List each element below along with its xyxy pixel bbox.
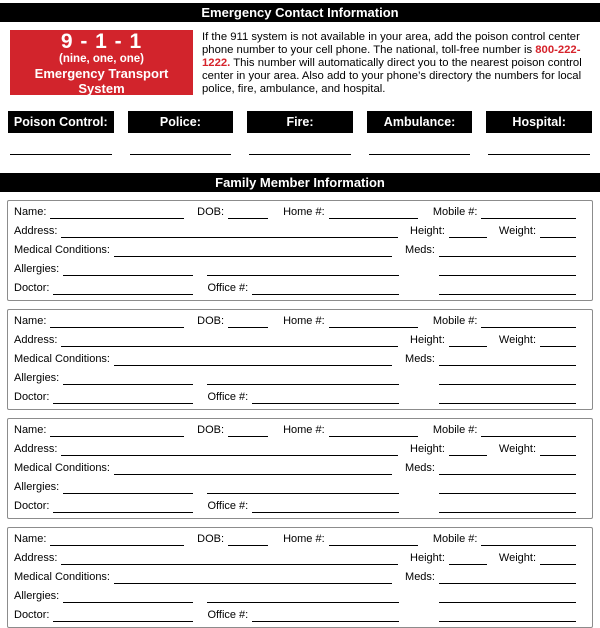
allergies-field-line[interactable]	[63, 260, 193, 276]
mobile-phone-field-line[interactable]	[481, 421, 576, 437]
name-label: Name:	[14, 206, 47, 218]
medical-conditions-label: Medical Conditions:	[14, 462, 110, 474]
dob-label: DOB:	[197, 315, 225, 327]
weight-field-line[interactable]	[540, 331, 576, 347]
doctor-label: Doctor:	[14, 609, 50, 621]
ambulance-number-line[interactable]	[369, 154, 471, 155]
contact-column-police	[128, 111, 234, 155]
weight-field-line[interactable]	[540, 549, 576, 565]
member-row-doctor	[14, 388, 576, 407]
name-field-line[interactable]	[50, 312, 184, 328]
doctor-field-line[interactable]	[53, 388, 193, 404]
contact-column-fire	[247, 111, 353, 155]
meds-continued-line-1[interactable]	[439, 369, 576, 385]
mobile-phone-field-line[interactable]	[481, 312, 576, 328]
poison-control-phone-number: 800-222-1222.	[202, 44, 581, 69]
member-row-medical	[14, 350, 576, 369]
allergies-field-line[interactable]	[63, 369, 193, 385]
height-field-line[interactable]	[449, 222, 487, 238]
member-row-address	[14, 331, 576, 350]
allergies-continued-line[interactable]	[207, 260, 399, 276]
meds-field-line[interactable]	[439, 350, 576, 366]
meds-field-line[interactable]	[439, 568, 576, 584]
meds-continued-line-2[interactable]	[439, 497, 576, 513]
home-phone-label: Home #:	[283, 424, 325, 436]
instructions-text	[202, 31, 592, 96]
family-member-block	[7, 527, 593, 628]
meds-label: Meds:	[405, 571, 435, 583]
nine-one-one-number: 9 - 1 - 1	[60, 29, 143, 53]
name-field-line[interactable]	[50, 421, 184, 437]
address-label: Address:	[14, 552, 58, 564]
member-row-medical	[14, 459, 576, 478]
mobile-phone-label: Mobile #:	[432, 206, 478, 218]
dob-label: DOB:	[197, 206, 225, 218]
meds-continued-line-1[interactable]	[439, 587, 576, 603]
family-member-block	[7, 418, 593, 519]
meds-continued-line-2[interactable]	[439, 279, 576, 295]
medical-conditions-label: Medical Conditions:	[14, 353, 110, 365]
emergency-contacts-row	[8, 111, 592, 155]
family-members-list	[0, 200, 600, 628]
allergies-continued-line[interactable]	[207, 587, 399, 603]
name-field-line[interactable]	[50, 530, 184, 546]
meds-continued-line-1[interactable]	[439, 260, 576, 276]
member-row-address	[14, 222, 576, 241]
home-phone-field-line[interactable]	[329, 312, 418, 328]
instructions-before-phone: If the 911 system is not available in your area, add the poison control center phone number to your cell phone. The national, toll-free number is	[202, 31, 580, 56]
doctor-label: Doctor:	[14, 282, 50, 294]
nine-one-one-box	[10, 30, 193, 95]
member-row-allergies	[14, 587, 576, 606]
mobile-phone-field-line[interactable]	[481, 530, 576, 546]
allergies-label: Allergies:	[14, 263, 60, 275]
address-field-line[interactable]	[61, 549, 398, 565]
member-row-allergies	[14, 260, 576, 279]
name-label: Name:	[14, 315, 47, 327]
member-row-name	[14, 530, 576, 549]
member-row-medical	[14, 568, 576, 587]
home-phone-label: Home #:	[283, 206, 325, 218]
family-member-header	[0, 173, 600, 192]
height-label: Height:	[410, 443, 445, 455]
meds-label: Meds:	[405, 353, 435, 365]
nine-one-one-pronunciation: (nine, one, one)	[59, 52, 144, 65]
instructions-after-phone: This number will automatically direct you to the nearest poison control center in your area. Also add to your phone’s directory the numbers for local police, fire, ambulance, and hospital.	[202, 57, 582, 95]
meds-field-line[interactable]	[439, 459, 576, 475]
mobile-phone-label: Mobile #:	[432, 424, 478, 436]
home-phone-field-line[interactable]	[329, 421, 418, 437]
address-label: Address:	[14, 225, 58, 237]
contact-label-ambulance: Ambulance:	[367, 111, 473, 133]
meds-continued-line-2[interactable]	[439, 606, 576, 622]
medical-conditions-label: Medical Conditions:	[14, 244, 110, 256]
meds-field-line[interactable]	[439, 241, 576, 257]
medical-conditions-field-line[interactable]	[114, 459, 392, 475]
home-phone-label: Home #:	[283, 533, 325, 545]
contact-column-ambulance	[367, 111, 473, 155]
home-phone-field-line[interactable]	[329, 530, 418, 546]
weight-label: Weight:	[498, 443, 536, 455]
police-number-line[interactable]	[130, 154, 232, 155]
allergies-label: Allergies:	[14, 372, 60, 384]
doctor-label: Doctor:	[14, 500, 50, 512]
dob-field-line[interactable]	[228, 421, 268, 437]
meds-continued-line-2[interactable]	[439, 388, 576, 404]
medical-conditions-field-line[interactable]	[114, 241, 392, 257]
member-row-doctor	[14, 606, 576, 625]
height-field-line[interactable]	[449, 549, 487, 565]
member-row-name	[14, 421, 576, 440]
doctor-field-line[interactable]	[53, 606, 193, 622]
fire-number-line[interactable]	[249, 154, 351, 155]
member-row-doctor	[14, 497, 576, 516]
height-label: Height:	[410, 334, 445, 346]
member-row-name	[14, 312, 576, 331]
doctor-field-line[interactable]	[53, 497, 193, 513]
member-row-doctor	[14, 279, 576, 298]
contact-label-poison-control: Poison Control:	[8, 111, 114, 133]
contact-column-poison-control	[8, 111, 114, 155]
address-field-line[interactable]	[61, 440, 398, 456]
family-member-block	[7, 200, 593, 301]
medical-conditions-field-line[interactable]	[114, 350, 392, 366]
height-field-line[interactable]	[449, 331, 487, 347]
office-phone-field-line[interactable]	[252, 497, 399, 513]
weight-field-line[interactable]	[540, 222, 576, 238]
contact-label-police: Police:	[128, 111, 234, 133]
weight-field-line[interactable]	[540, 440, 576, 456]
address-label: Address:	[14, 334, 58, 346]
address-label: Address:	[14, 443, 58, 455]
office-phone-label: Office #:	[207, 500, 249, 512]
weight-label: Weight:	[498, 334, 536, 346]
address-field-line[interactable]	[61, 331, 398, 347]
family-section-title: Family Member Information	[215, 175, 385, 190]
mobile-phone-field-line[interactable]	[481, 203, 576, 219]
emergency-transport-label: Emergency Transport System	[34, 65, 169, 96]
allergies-field-line[interactable]	[63, 587, 193, 603]
member-row-name	[14, 203, 576, 222]
mobile-phone-label: Mobile #:	[432, 533, 478, 545]
member-row-medical	[14, 241, 576, 260]
poison-control-number-line[interactable]	[10, 154, 112, 155]
allergies-continued-line[interactable]	[207, 478, 399, 494]
height-field-line[interactable]	[449, 440, 487, 456]
name-field-line[interactable]	[50, 203, 184, 219]
member-row-address	[14, 440, 576, 459]
hospital-number-line[interactable]	[488, 154, 590, 155]
member-row-allergies	[14, 369, 576, 388]
medical-conditions-field-line[interactable]	[114, 568, 392, 584]
name-label: Name:	[14, 533, 47, 545]
office-phone-label: Office #:	[207, 609, 249, 621]
office-phone-field-line[interactable]	[252, 388, 399, 404]
meds-continued-line-1[interactable]	[439, 478, 576, 494]
contact-label-fire: Fire:	[247, 111, 353, 133]
allergies-label: Allergies:	[14, 481, 60, 493]
page-title: Emergency Contact Information	[201, 5, 399, 20]
meds-label: Meds:	[405, 462, 435, 474]
mobile-phone-label: Mobile #:	[432, 315, 478, 327]
office-phone-label: Office #:	[207, 282, 249, 294]
office-phone-label: Office #:	[207, 391, 249, 403]
contact-column-hospital	[486, 111, 592, 155]
dob-field-line[interactable]	[228, 203, 268, 219]
emergency-contact-header	[0, 3, 600, 22]
home-phone-label: Home #:	[283, 315, 325, 327]
height-label: Height:	[410, 552, 445, 564]
contact-label-hospital: Hospital:	[486, 111, 592, 133]
height-label: Height:	[410, 225, 445, 237]
address-field-line[interactable]	[61, 222, 398, 238]
doctor-label: Doctor:	[14, 391, 50, 403]
meds-label: Meds:	[405, 244, 435, 256]
member-row-allergies	[14, 478, 576, 497]
doctor-field-line[interactable]	[53, 279, 193, 295]
office-phone-field-line[interactable]	[252, 279, 399, 295]
member-row-address	[14, 549, 576, 568]
name-label: Name:	[14, 424, 47, 436]
weight-label: Weight:	[498, 552, 536, 564]
office-phone-field-line[interactable]	[252, 606, 399, 622]
weight-label: Weight:	[498, 225, 536, 237]
allergies-continued-line[interactable]	[207, 369, 399, 385]
dob-field-line[interactable]	[228, 530, 268, 546]
allergies-field-line[interactable]	[63, 478, 193, 494]
dob-field-line[interactable]	[228, 312, 268, 328]
allergies-label: Allergies:	[14, 590, 60, 602]
family-member-block	[7, 309, 593, 410]
home-phone-field-line[interactable]	[329, 203, 418, 219]
intro-section	[10, 30, 592, 96]
medical-conditions-label: Medical Conditions:	[14, 571, 110, 583]
dob-label: DOB:	[197, 424, 225, 436]
dob-label: DOB:	[197, 533, 225, 545]
